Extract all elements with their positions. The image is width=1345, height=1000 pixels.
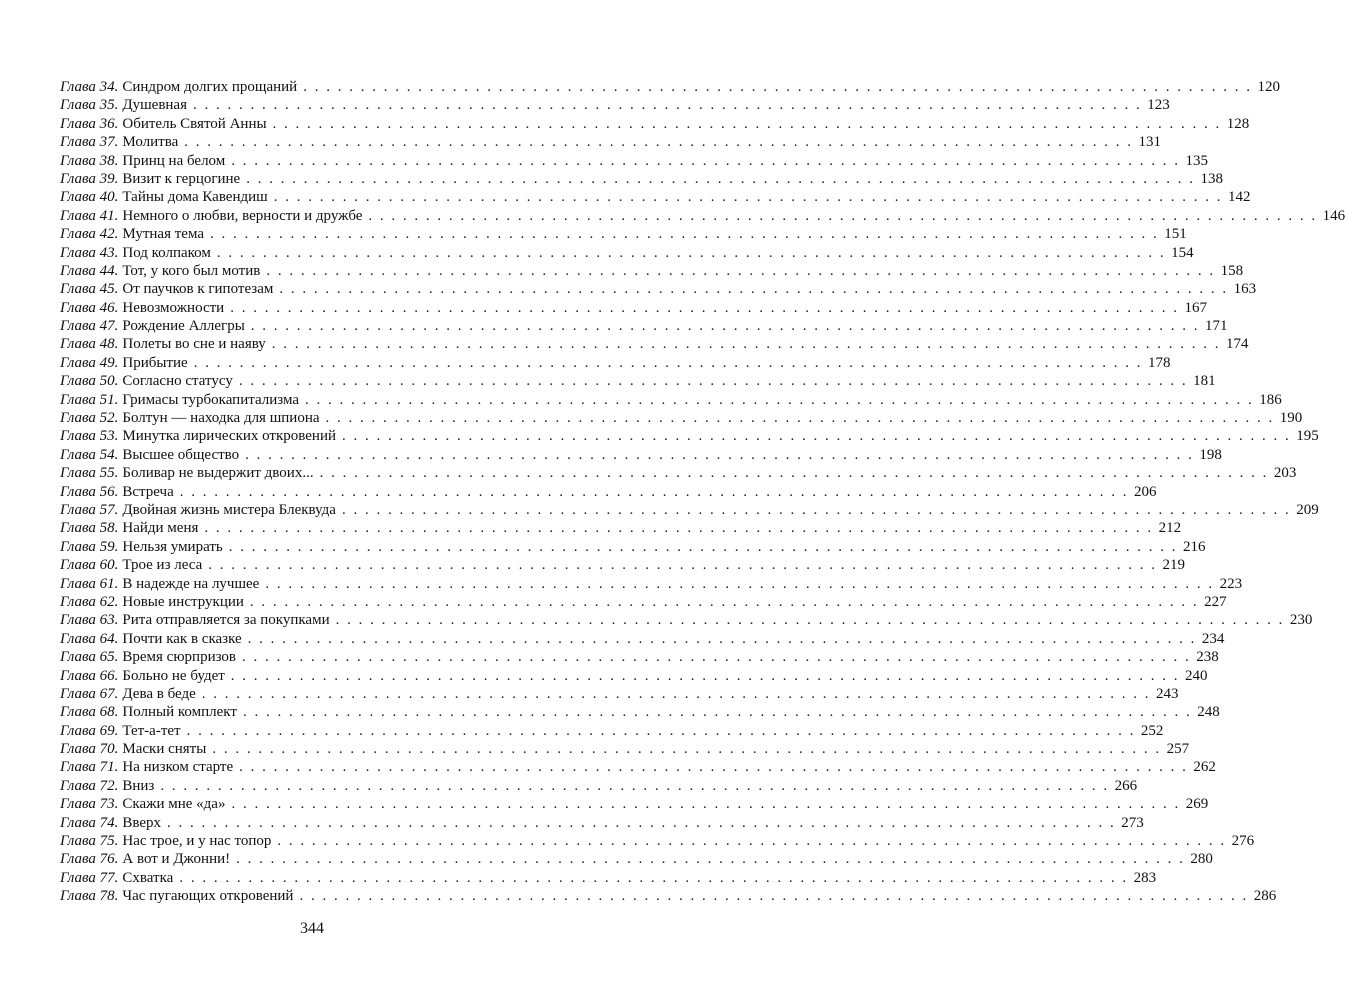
chapter-label: Глава 63. bbox=[60, 612, 119, 629]
chapter-title: Невозможности bbox=[122, 299, 225, 316]
chapter-title: Визит к герцогине bbox=[122, 170, 241, 187]
chapter-label: Глава 65. bbox=[60, 649, 119, 666]
chapter-page-ref: 142 bbox=[1227, 189, 1251, 206]
chapter-page-ref: 206 bbox=[1134, 483, 1157, 500]
dot-leader bbox=[239, 758, 1188, 776]
chapter-page-ref: 227 bbox=[1204, 593, 1227, 610]
dot-leader bbox=[368, 207, 1317, 225]
toc-entry bbox=[60, 96, 1170, 114]
table-of-contents bbox=[60, 78, 1345, 906]
toc-entry bbox=[60, 814, 1144, 832]
dot-leader bbox=[212, 740, 1161, 758]
page-number: 344 bbox=[300, 920, 324, 937]
chapter-label: Глава 76. bbox=[60, 851, 119, 868]
chapter-label: Глава 59. bbox=[60, 538, 119, 555]
chapter-label: Глава 41. bbox=[60, 207, 119, 224]
dot-leader bbox=[265, 575, 1214, 593]
chapter-page-ref: 131 bbox=[1138, 134, 1162, 151]
chapter-label: Глава 56. bbox=[60, 483, 119, 500]
chapter-label: Глава 66. bbox=[60, 667, 119, 684]
chapter-title: Дева в беде bbox=[122, 685, 196, 702]
chapter-label: Глава 77. bbox=[60, 869, 119, 886]
chapter-page-ref: 138 bbox=[1200, 170, 1223, 187]
dot-leader bbox=[210, 225, 1159, 243]
chapter-label: Глава 69. bbox=[60, 722, 119, 739]
chapter-page-ref: 212 bbox=[1158, 520, 1182, 537]
chapter-title: Обитель Святой Анны bbox=[122, 115, 267, 132]
chapter-title: На низком старте bbox=[122, 759, 234, 776]
chapter-page-ref: 128 bbox=[1226, 115, 1250, 132]
chapter-label: Глава 57. bbox=[60, 501, 119, 518]
toc-entry bbox=[60, 280, 1257, 298]
toc-entry bbox=[60, 648, 1219, 666]
chapter-title: Встреча bbox=[122, 483, 174, 500]
toc-entry bbox=[60, 372, 1216, 390]
toc-entry bbox=[60, 354, 1171, 372]
chapter-page-ref: 178 bbox=[1147, 354, 1171, 371]
chapter-page-ref: 280 bbox=[1190, 851, 1213, 868]
dot-leader bbox=[231, 795, 1180, 813]
chapter-page-ref: 243 bbox=[1156, 685, 1179, 702]
toc-entry bbox=[60, 207, 1345, 225]
chapter-label: Глава 64. bbox=[60, 630, 119, 647]
chapter-title: Найди меня bbox=[122, 520, 199, 537]
dot-leader bbox=[179, 869, 1128, 887]
chapter-page-ref: 248 bbox=[1197, 704, 1220, 721]
chapter-title: Время сюрпризов bbox=[122, 649, 237, 666]
chapter-label: Глава 68. bbox=[60, 704, 119, 721]
dot-leader bbox=[277, 832, 1226, 850]
toc-entry bbox=[60, 556, 1186, 574]
toc-entry bbox=[60, 152, 1209, 170]
chapter-page-ref: 135 bbox=[1185, 152, 1209, 169]
toc-entry bbox=[60, 446, 1222, 464]
chapter-title: Вверх bbox=[122, 814, 162, 831]
chapter-title: Вниз bbox=[122, 777, 155, 794]
chapter-label: Глава 43. bbox=[60, 244, 119, 261]
chapter-title: В надежде на лучшее bbox=[122, 575, 260, 592]
chapter-title: Тайны дома Кавендиш bbox=[122, 189, 268, 206]
chapter-title: Немного о любви, верности и дружбе bbox=[122, 207, 363, 224]
chapter-page-ref: 190 bbox=[1279, 410, 1303, 427]
chapter-page-ref: 262 bbox=[1193, 759, 1216, 776]
toc-entry bbox=[60, 795, 1209, 813]
chapter-label: Глава 48. bbox=[60, 336, 119, 353]
chapter-title: А вот и Джонни! bbox=[122, 851, 231, 868]
chapter-title: Молитва bbox=[122, 134, 179, 151]
chapter-label: Глава 78. bbox=[60, 888, 119, 905]
chapter-page-ref: 186 bbox=[1259, 391, 1282, 408]
chapter-page-ref: 216 bbox=[1183, 538, 1206, 555]
chapter-label: Глава 40. bbox=[60, 189, 119, 206]
chapter-page-ref: 195 bbox=[1296, 428, 1319, 445]
dot-leader bbox=[229, 538, 1178, 556]
chapter-label: Глава 47. bbox=[60, 318, 119, 335]
dot-leader bbox=[326, 409, 1275, 427]
chapter-page-ref: 154 bbox=[1171, 244, 1194, 261]
dot-leader bbox=[208, 556, 1157, 574]
chapter-page-ref: 123 bbox=[1147, 97, 1170, 114]
chapter-label: Глава 45. bbox=[60, 281, 119, 298]
toc-entry bbox=[60, 667, 1208, 685]
chapter-title: Полеты во сне и наяву bbox=[122, 336, 266, 353]
chapter-label: Глава 53. bbox=[60, 428, 119, 445]
chapter-title: Трое из леса bbox=[122, 557, 203, 574]
toc-entry bbox=[60, 777, 1138, 795]
chapter-page-ref: 151 bbox=[1164, 226, 1187, 243]
chapter-page-ref: 198 bbox=[1199, 446, 1222, 463]
toc-entry bbox=[60, 244, 1194, 262]
chapter-label: Глава 44. bbox=[60, 262, 119, 279]
chapter-title: Маски сняты bbox=[122, 741, 207, 758]
toc-entry bbox=[60, 703, 1220, 721]
chapter-page-ref: 120 bbox=[1257, 79, 1280, 95]
chapter-title: Нас трое, и у нас топор bbox=[122, 833, 272, 850]
dot-leader bbox=[231, 152, 1180, 170]
dot-leader bbox=[273, 115, 1222, 133]
chapter-title: Рита отправляется за покупками bbox=[122, 612, 330, 629]
toc-entry bbox=[60, 685, 1179, 703]
chapter-page-ref: 276 bbox=[1231, 833, 1255, 850]
chapter-label: Глава 42. bbox=[60, 226, 119, 243]
chapter-title: Прибытие bbox=[122, 354, 188, 371]
toc-entry bbox=[60, 225, 1187, 243]
dot-leader bbox=[342, 501, 1291, 519]
toc-entry bbox=[60, 593, 1227, 611]
dot-leader bbox=[239, 372, 1188, 390]
chapter-label: Глава 52. bbox=[60, 410, 119, 427]
dot-leader bbox=[320, 464, 1269, 482]
chapter-title: Тет-а-тет bbox=[122, 722, 181, 739]
dot-leader bbox=[242, 648, 1191, 666]
toc-entry bbox=[60, 611, 1313, 629]
chapter-page-ref: 174 bbox=[1226, 336, 1249, 353]
dot-leader bbox=[250, 593, 1199, 611]
chapter-page-ref: 167 bbox=[1184, 299, 1207, 316]
chapter-title: Высшее общество bbox=[122, 446, 240, 463]
toc-entry bbox=[60, 115, 1250, 133]
toc-entry bbox=[60, 335, 1249, 353]
toc-entry bbox=[60, 188, 1251, 206]
toc-entry bbox=[60, 317, 1228, 335]
toc-entry bbox=[60, 427, 1319, 445]
chapter-title: Скажи мне «да» bbox=[122, 796, 226, 813]
chapter-label: Глава 39. bbox=[60, 170, 119, 187]
dot-leader bbox=[202, 685, 1151, 703]
dot-leader bbox=[187, 722, 1136, 740]
chapter-title: Схватка bbox=[122, 869, 174, 886]
chapter-title: Гримасы турбокапитализма bbox=[122, 391, 300, 408]
chapter-page-ref: 163 bbox=[1233, 281, 1257, 298]
dot-leader bbox=[248, 630, 1197, 648]
chapter-label: Глава 51. bbox=[60, 391, 119, 408]
chapter-label: Глава 61. bbox=[60, 575, 119, 592]
chapter-label: Глава 72. bbox=[60, 777, 119, 794]
dot-leader bbox=[236, 850, 1185, 868]
dot-leader bbox=[299, 887, 1248, 905]
chapter-page-ref: 181 bbox=[1193, 373, 1216, 390]
chapter-page-ref: 273 bbox=[1121, 814, 1144, 831]
chapter-title: Нельзя умирать bbox=[122, 538, 223, 555]
toc-entry bbox=[60, 501, 1319, 519]
toc-entry bbox=[60, 740, 1190, 758]
dot-leader bbox=[246, 170, 1195, 188]
chapter-page-ref: 240 bbox=[1185, 667, 1208, 684]
dot-leader bbox=[303, 78, 1252, 96]
chapter-page-ref: 158 bbox=[1220, 262, 1244, 279]
chapter-title: Минутка лирических откровений bbox=[122, 428, 337, 445]
dot-leader bbox=[251, 317, 1200, 335]
dot-leader bbox=[217, 244, 1166, 262]
dot-leader bbox=[160, 777, 1109, 795]
toc-entry bbox=[60, 869, 1157, 887]
dot-leader bbox=[231, 667, 1180, 685]
chapter-title: Рождение Аллегры bbox=[122, 318, 245, 335]
chapter-label: Глава 75. bbox=[60, 833, 119, 850]
chapter-label: Глава 70. bbox=[60, 741, 119, 758]
chapter-title: Почти как в сказке bbox=[122, 630, 242, 647]
chapter-title: От паучков к гипотезам bbox=[122, 281, 274, 298]
chapter-page-ref: 238 bbox=[1196, 649, 1219, 666]
toc-entry bbox=[60, 519, 1182, 537]
chapter-label: Глава 62. bbox=[60, 593, 119, 610]
chapter-label: Глава 46. bbox=[60, 299, 119, 316]
dot-leader bbox=[245, 446, 1194, 464]
chapter-page-ref: 269 bbox=[1185, 796, 1209, 813]
dot-leader bbox=[204, 519, 1153, 537]
chapter-title: Согласно статусу bbox=[122, 373, 233, 390]
chapter-page-ref: 146 bbox=[1322, 207, 1345, 224]
dot-leader bbox=[272, 335, 1221, 353]
toc-entry bbox=[60, 391, 1282, 409]
chapter-label: Глава 54. bbox=[60, 446, 119, 463]
chapter-label: Глава 34. bbox=[60, 79, 119, 95]
toc-entry bbox=[60, 409, 1303, 427]
chapter-page-ref: 286 bbox=[1253, 888, 1277, 905]
chapter-title: Полный комплект bbox=[122, 704, 237, 721]
chapter-label: Глава 36. bbox=[60, 115, 119, 132]
dot-leader bbox=[167, 814, 1116, 832]
chapter-label: Глава 73. bbox=[60, 796, 119, 813]
chapter-label: Глава 55. bbox=[60, 465, 119, 482]
chapter-label: Глава 74. bbox=[60, 814, 119, 831]
toc-entry bbox=[60, 575, 1243, 593]
toc-entry bbox=[60, 464, 1297, 482]
chapter-title: Мутная тема bbox=[122, 226, 204, 243]
dot-leader bbox=[305, 391, 1254, 409]
chapter-page-ref: 252 bbox=[1140, 722, 1164, 739]
chapter-page-ref: 230 bbox=[1289, 612, 1313, 629]
toc-entry bbox=[60, 832, 1255, 850]
toc-entry bbox=[60, 630, 1225, 648]
dot-leader bbox=[274, 188, 1223, 206]
chapter-title: Час пугающих откровений bbox=[122, 888, 294, 905]
chapter-label: Глава 35. bbox=[60, 97, 119, 114]
chapter-page-ref: 203 bbox=[1273, 465, 1297, 482]
chapter-page-ref: 223 bbox=[1219, 575, 1243, 592]
dot-leader bbox=[279, 280, 1228, 298]
toc-entry bbox=[60, 262, 1244, 280]
chapter-title: Душевная bbox=[122, 97, 187, 114]
dot-leader bbox=[342, 427, 1291, 445]
chapter-title: Больно не будет bbox=[122, 667, 225, 684]
toc-entry bbox=[60, 299, 1207, 317]
chapter-page-ref: 209 bbox=[1296, 501, 1319, 518]
dot-leader bbox=[266, 262, 1215, 280]
dot-leader bbox=[336, 611, 1285, 629]
chapter-title: Синдром долгих прощаний bbox=[122, 79, 298, 95]
chapter-label: Глава 38. bbox=[60, 152, 119, 169]
chapter-title: Тот, у кого был мотив bbox=[122, 262, 261, 279]
toc-entry bbox=[60, 170, 1223, 188]
toc-entry bbox=[60, 538, 1206, 556]
chapter-page-ref: 257 bbox=[1166, 741, 1190, 758]
chapter-label: Глава 49. bbox=[60, 354, 119, 371]
toc-entry bbox=[60, 722, 1164, 740]
dot-leader bbox=[184, 133, 1133, 151]
chapter-title: Новые инструкции bbox=[122, 593, 244, 610]
dot-leader bbox=[180, 483, 1129, 501]
dot-leader bbox=[194, 354, 1143, 372]
chapter-title: Болтун — находка для шпиона bbox=[122, 410, 320, 427]
toc-entry bbox=[60, 133, 1162, 151]
chapter-title: Под колпаком bbox=[122, 244, 211, 261]
chapter-label: Глава 67. bbox=[60, 685, 119, 702]
dot-leader bbox=[243, 703, 1192, 721]
dot-leader bbox=[193, 96, 1142, 114]
chapter-label: Глава 71. bbox=[60, 759, 119, 776]
chapter-title: Боливар не выдержит двоих... bbox=[122, 465, 314, 482]
chapter-label: Глава 37. bbox=[60, 134, 119, 151]
chapter-page-ref: 234 bbox=[1201, 630, 1225, 647]
toc-entry bbox=[60, 758, 1216, 776]
toc-entry bbox=[60, 483, 1157, 501]
chapter-label: Глава 60. bbox=[60, 557, 119, 574]
chapter-title: Двойная жизнь мистера Блеквуда bbox=[122, 501, 336, 518]
dot-leader bbox=[230, 299, 1179, 317]
toc-entry bbox=[60, 850, 1213, 868]
toc-entry bbox=[60, 887, 1277, 905]
chapter-page-ref: 219 bbox=[1162, 557, 1186, 574]
chapter-label: Глава 50. bbox=[60, 373, 119, 390]
chapter-page-ref: 283 bbox=[1133, 869, 1157, 886]
toc-entry bbox=[60, 78, 1280, 96]
chapter-page-ref: 171 bbox=[1205, 318, 1228, 335]
chapter-label: Глава 58. bbox=[60, 520, 119, 537]
chapter-title: Принц на белом bbox=[122, 152, 226, 169]
chapter-page-ref: 266 bbox=[1114, 777, 1138, 794]
